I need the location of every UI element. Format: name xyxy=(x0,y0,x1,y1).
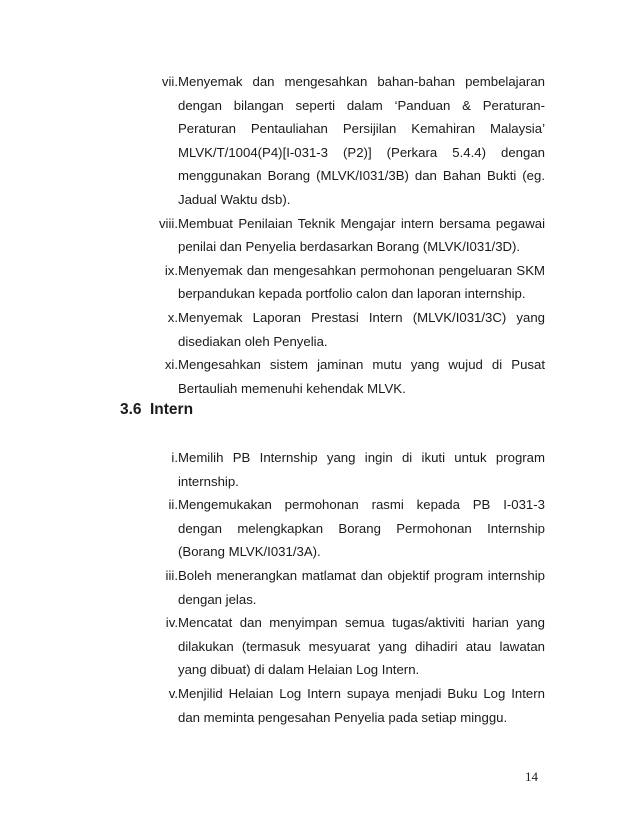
list-item xyxy=(155,564,545,611)
list-item xyxy=(155,493,545,564)
list-item xyxy=(155,353,545,400)
list-item xyxy=(155,682,545,729)
item-text: Mengesahkan sistem jaminan mutu yang wujud di Pusat Bertauliah memenuhi kehendak MLVK. xyxy=(178,357,545,396)
item-number: v. xyxy=(168,685,178,701)
item-text: Mencatat dan menyimpan semua tugas/aktiviti harian yang dilakukan (termasuk mesyuarat yang dihadiri atau lawatan yang dibuat) di dalam Helaian Log Intern. xyxy=(178,615,545,678)
item-text: Menjilid Helaian Log Intern supaya menjadi Buku Log Intern dan meminta pengesahan Penyelia pada setiap minggu. xyxy=(178,685,545,725)
item-text: Boleh menerangkan matlamat dan objektif program internship dengan jelas. xyxy=(178,567,545,607)
item-text: Mengemukakan permohonan rasmi kepada PB I-031-3 dengan melengkapkan Borang Permohonan Internship (Borang MLVK/I031/3A). xyxy=(178,497,545,560)
item-text: Menyemak Laporan Prestasi Intern (MLVK/I031/3C) yang disediakan oleh Penyelia. xyxy=(178,309,545,349)
responsibility-list xyxy=(155,70,545,400)
item-text: Menyemak dan mengesahkan bahan-bahan pembelajaran dengan bilangan seperti dalam ‘Panduan & Peraturan-Peraturan Pentauliahan Persijilan Kemahiran Malaysia’ MLVK/T/1004(P4)[I-031-3 (P2)] (Perkara 5.4.4) dengan menggunakan Borang (MLVK/I031/3B) dan Bahan Bukti (eg. Jadual Waktu dsb). xyxy=(178,74,545,207)
item-text: Menyemak dan mengesahkan permohonan pengeluaran SKM berpandukan kepada portfolio calon dan laporan internship. xyxy=(178,262,545,302)
list-item xyxy=(155,212,545,259)
item-number: iv. xyxy=(165,615,178,631)
item-number: vii. xyxy=(161,74,178,89)
item-text: Membuat Penilaian Teknik Mengajar intern bersama pegawai penilai dan Penyelia berdasarkan Borang (MLVK/I031/3D). xyxy=(178,215,545,255)
intern-duty-list xyxy=(155,446,545,729)
item-text: Memilih PB Internship yang ingin di ikuti untuk program internship. xyxy=(178,450,545,489)
list-item xyxy=(155,611,545,682)
list-item xyxy=(155,259,545,306)
list-item xyxy=(155,446,545,493)
section-heading xyxy=(120,400,193,420)
item-number: i. xyxy=(171,450,178,465)
item-number: ix. xyxy=(164,262,178,278)
item-number: x. xyxy=(167,309,178,325)
item-number: xi. xyxy=(164,357,178,373)
list-item xyxy=(155,306,545,353)
section-number: 3.6 xyxy=(120,401,142,418)
list-item xyxy=(155,70,545,212)
page-number: 14 xyxy=(525,769,538,784)
item-number: ii. xyxy=(168,497,178,513)
item-number: viii. xyxy=(158,215,178,231)
section-title: Intern xyxy=(150,401,194,418)
item-number: iii. xyxy=(165,567,178,583)
